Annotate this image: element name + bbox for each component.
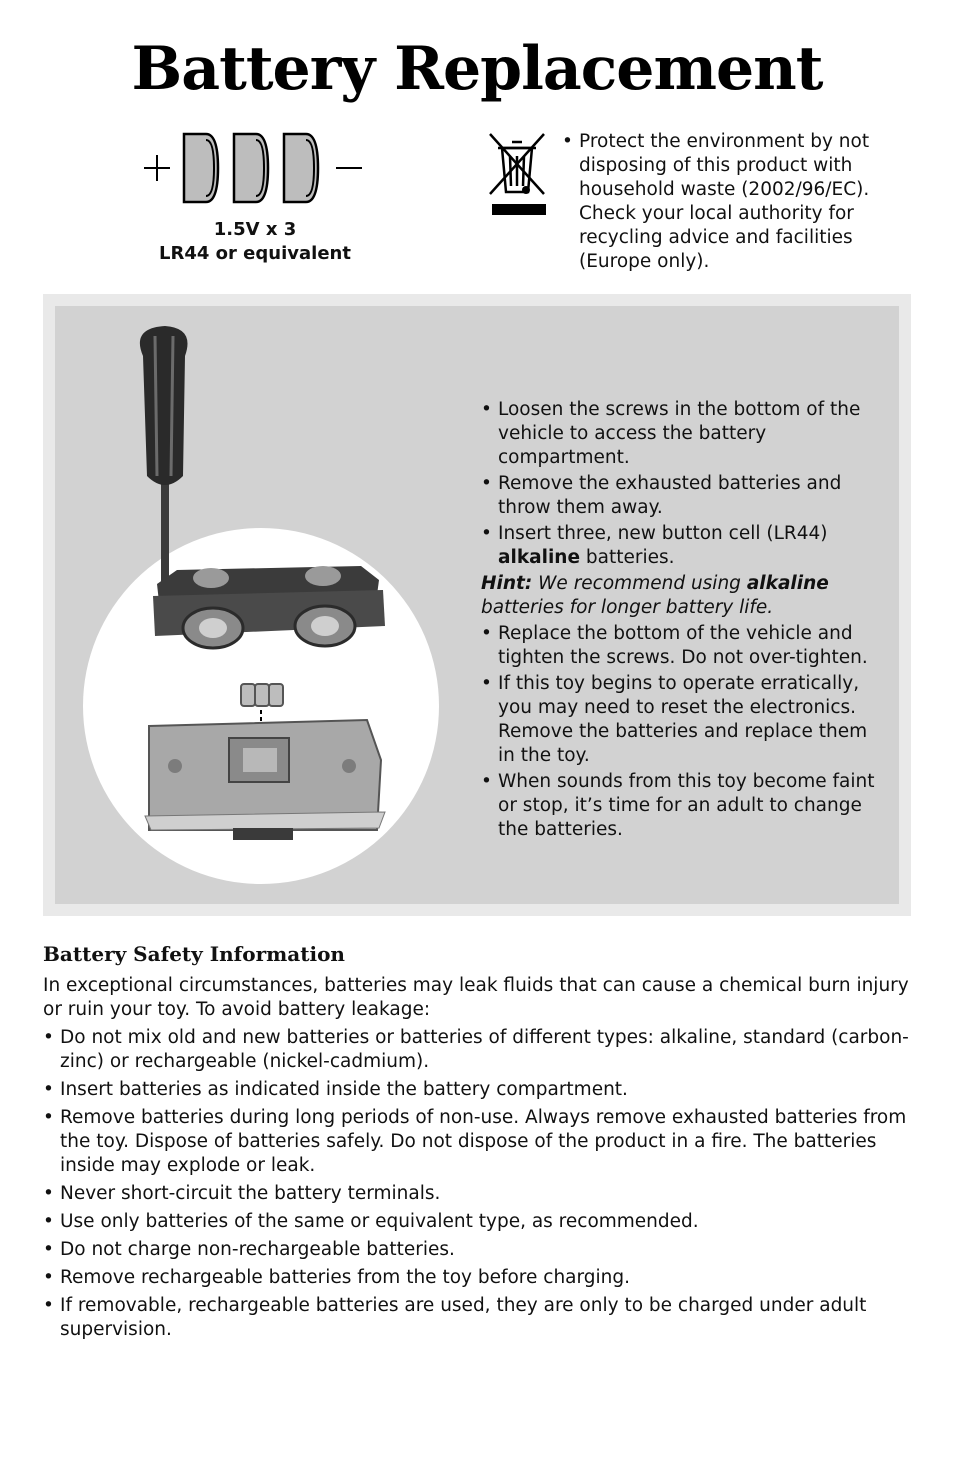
screwdriver-vehicle-battery-illustration [83,326,455,886]
battery-voltage: 1.5V x 3 [213,219,297,240]
step-item: • When sounds from this toy become faint or stop, it’s time for an adult to change the batteries. [481,770,886,842]
page-title: Battery Replacement [131,34,823,104]
safety-item: • Never short-circuit the battery terminals. [43,1182,913,1206]
safety-item: • Remove rechargeable batteries from the toy before charging. [43,1266,913,1290]
hint-emphasis: alkaline [746,573,829,594]
step-item: • Loosen the screws in the bottom of the vehicle to access the battery compartment. [481,398,886,470]
step-emphasis: alkaline [498,547,581,568]
step-item: • Replace the bottom of the vehicle and tighten the screws. Do not over-tighten. [481,622,886,670]
hint-label: Hint: [481,573,533,594]
step-text: batteries. [585,547,675,568]
hint-note [481,572,886,620]
safety-list [43,1026,913,1346]
battery-type: LR44 or equivalent [159,243,351,264]
step-text: Insert three, new button cell (LR44) [498,523,828,544]
battery-cells-icon [140,130,370,210]
safety-item: • Use only batteries of the same or equivalent type, as recommended. [43,1210,913,1234]
environment-notice [562,130,882,274]
step-item: • If this toy begins to operate erratically, you may need to reset the electronics. Remove the batteries and replace them in the toy. [481,672,886,768]
safety-heading: Battery Safety Information [43,942,345,966]
safety-item: • Do not charge non-rechargeable batteries. [43,1238,913,1262]
safety-item: • Do not mix old and new batteries or batteries of different types: alkaline, standard (carbon-zinc) or rechargeable (nickel-cadmium). [43,1026,913,1074]
crossed-out-wheelie-bin-icon [486,130,550,220]
safety-item: • Remove batteries during long periods of non-use. Always remove exhausted batteries from the toy. Dispose of batteries safely. Do not dispose of the product in a fire. The batteries inside may explode or leak. [43,1106,913,1178]
step-item: • Remove the exhausted batteries and throw them away. [481,472,886,520]
hint-text: We recommend using [538,573,741,594]
step-item [481,522,886,570]
hint-text: batteries for longer battery life. [481,597,774,618]
safety-item: • Insert batteries as indicated inside the battery compartment. [43,1078,913,1102]
safety-item: • If removable, rechargeable batteries are used, they are only to be charged under adult supervision. [43,1294,913,1342]
safety-intro: In exceptional circumstances, batteries may leak fluids that can cause a chemical burn injury or ruin your toy. To avoid battery leakage: [43,975,909,1020]
instruction-steps [481,398,886,844]
environment-notice-text: • Protect the environment by not disposing of this product with household waste (2002/96/EC). Check your local authority for recycling advice and facilities (Europe only). [562,130,882,274]
battery-spec [140,218,370,266]
